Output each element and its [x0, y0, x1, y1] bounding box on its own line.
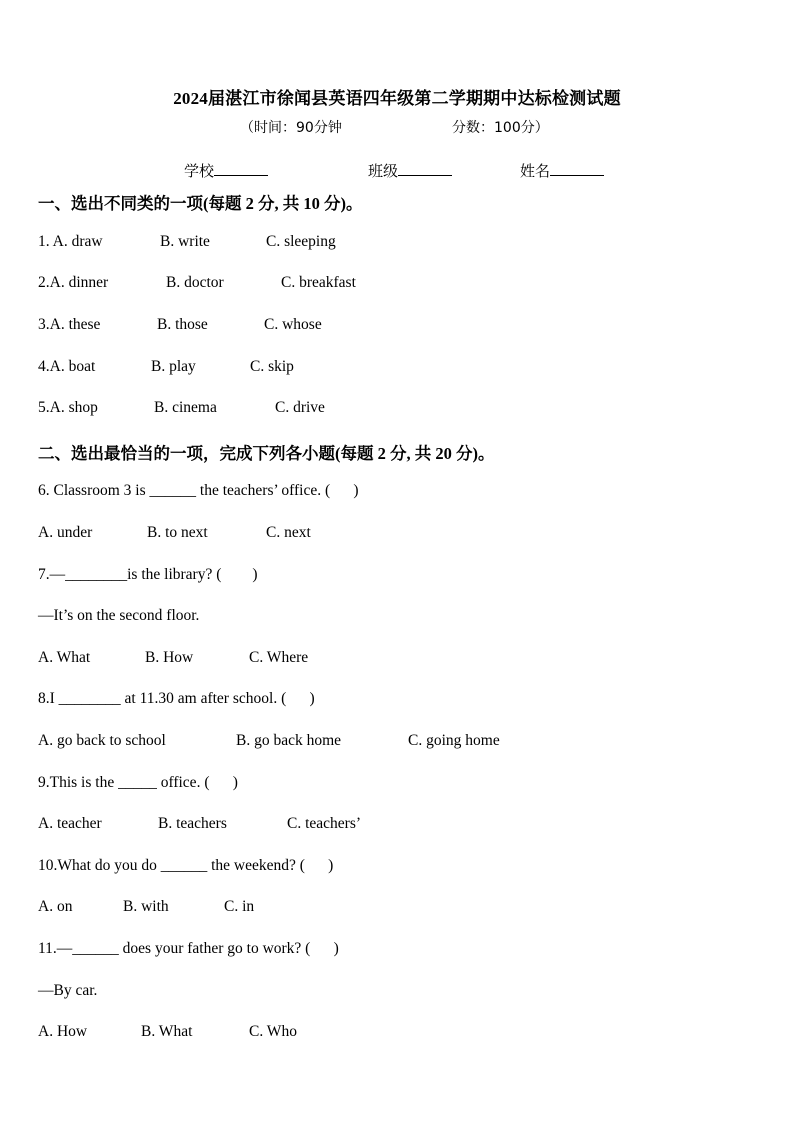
question-5 — [38, 399, 758, 419]
question-6-stem: 6. Classroom 3 is ______ the teachers’ office. ( ) — [38, 482, 359, 499]
question-11-stem: 11.—______ does your father go to work? ( ) — [38, 940, 339, 957]
question-10-options — [38, 898, 758, 918]
q3-option-a: 3.A. these — [38, 316, 101, 333]
q5-option-b: B. cinema — [154, 399, 217, 416]
name-blank[interactable] — [550, 161, 604, 176]
q5-option-a: 5.A. shop — [38, 399, 98, 416]
q2-option-a: 2.A. dinner — [38, 274, 109, 291]
q7-option-c: C. Where — [249, 649, 309, 666]
school-blank[interactable] — [214, 161, 268, 176]
question-10-stem: 10.What do you do ______ the weekend? ( ) — [38, 857, 334, 874]
q9-option-a: A. teacher — [38, 815, 102, 832]
question-3 — [38, 316, 758, 336]
q6-option-c: C. next — [266, 524, 311, 541]
exam-time: （时间：90分钟 — [240, 120, 342, 136]
q9-option-b: B. teachers — [158, 815, 227, 832]
school-field — [184, 160, 268, 181]
q10-option-a: A. on — [38, 898, 73, 915]
name-field — [520, 160, 604, 181]
question-11-options — [38, 1023, 758, 1043]
class-blank[interactable] — [398, 161, 452, 176]
class-field — [368, 160, 452, 181]
page-title: 2024届湛江市徐闻县英语四年级第二学期期中达标检测试题 — [173, 89, 621, 108]
question-1 — [38, 233, 758, 253]
q8-option-b: B. go back home — [236, 732, 342, 749]
school-label: 学校 — [184, 164, 215, 180]
q4-option-a: 4.A. boat — [38, 358, 96, 375]
q7-option-b: B. How — [145, 649, 194, 666]
q1-option-c: C. sleeping — [266, 233, 336, 250]
q8-option-a: A. go back to school — [38, 732, 166, 749]
question-6-options — [38, 524, 758, 544]
section1-heading: 一、选出不同类的一项(每题 2 分, 共 10 分)。 — [38, 194, 363, 213]
question-11-reply: —By car. — [38, 982, 98, 999]
name-label: 姓名 — [520, 164, 551, 180]
q11-option-b: B. What — [141, 1023, 193, 1040]
q4-option-b: B. play — [151, 358, 196, 375]
exam-score: 分数：100分） — [452, 120, 549, 136]
question-2 — [38, 274, 758, 294]
q9-option-c: C. teachers’ — [287, 815, 362, 832]
question-7-stem: 7.—________is the library? ( ) — [38, 566, 258, 583]
q3-option-c: C. whose — [264, 316, 322, 333]
class-label: 班级 — [368, 164, 399, 180]
q5-option-c: C. drive — [275, 399, 325, 416]
question-7-options — [38, 649, 758, 669]
question-8-options — [38, 732, 758, 752]
q3-option-b: B. those — [157, 316, 208, 333]
q8-option-c: C. going home — [408, 732, 500, 749]
q2-option-b: B. doctor — [166, 274, 224, 291]
question-4 — [38, 358, 758, 378]
question-9-options — [38, 815, 758, 835]
q11-option-a: A. How — [38, 1023, 88, 1040]
q2-option-c: C. breakfast — [281, 274, 356, 291]
section2-heading: 二、选出最恰当的一项，完成下列各小题(每题 2 分, 共 20 分)。 — [38, 444, 495, 463]
q6-option-b: B. to next — [147, 524, 208, 541]
q1-option-b: B. write — [160, 233, 210, 250]
q1-option-a: 1. A. draw — [38, 233, 103, 250]
q7-option-a: A. What — [38, 649, 91, 666]
question-8-stem: 8.I ________ at 11.30 am after school. ( ) — [38, 690, 315, 707]
q10-option-c: C. in — [224, 898, 255, 915]
q11-option-c: C. Who — [249, 1023, 297, 1040]
q10-option-b: B. with — [123, 898, 169, 915]
question-7-reply: —It’s on the second floor. — [38, 607, 200, 624]
q6-option-a: A. under — [38, 524, 93, 541]
question-9-stem: 9.This is the _____ office. ( ) — [38, 774, 238, 791]
q4-option-c: C. skip — [250, 358, 294, 375]
